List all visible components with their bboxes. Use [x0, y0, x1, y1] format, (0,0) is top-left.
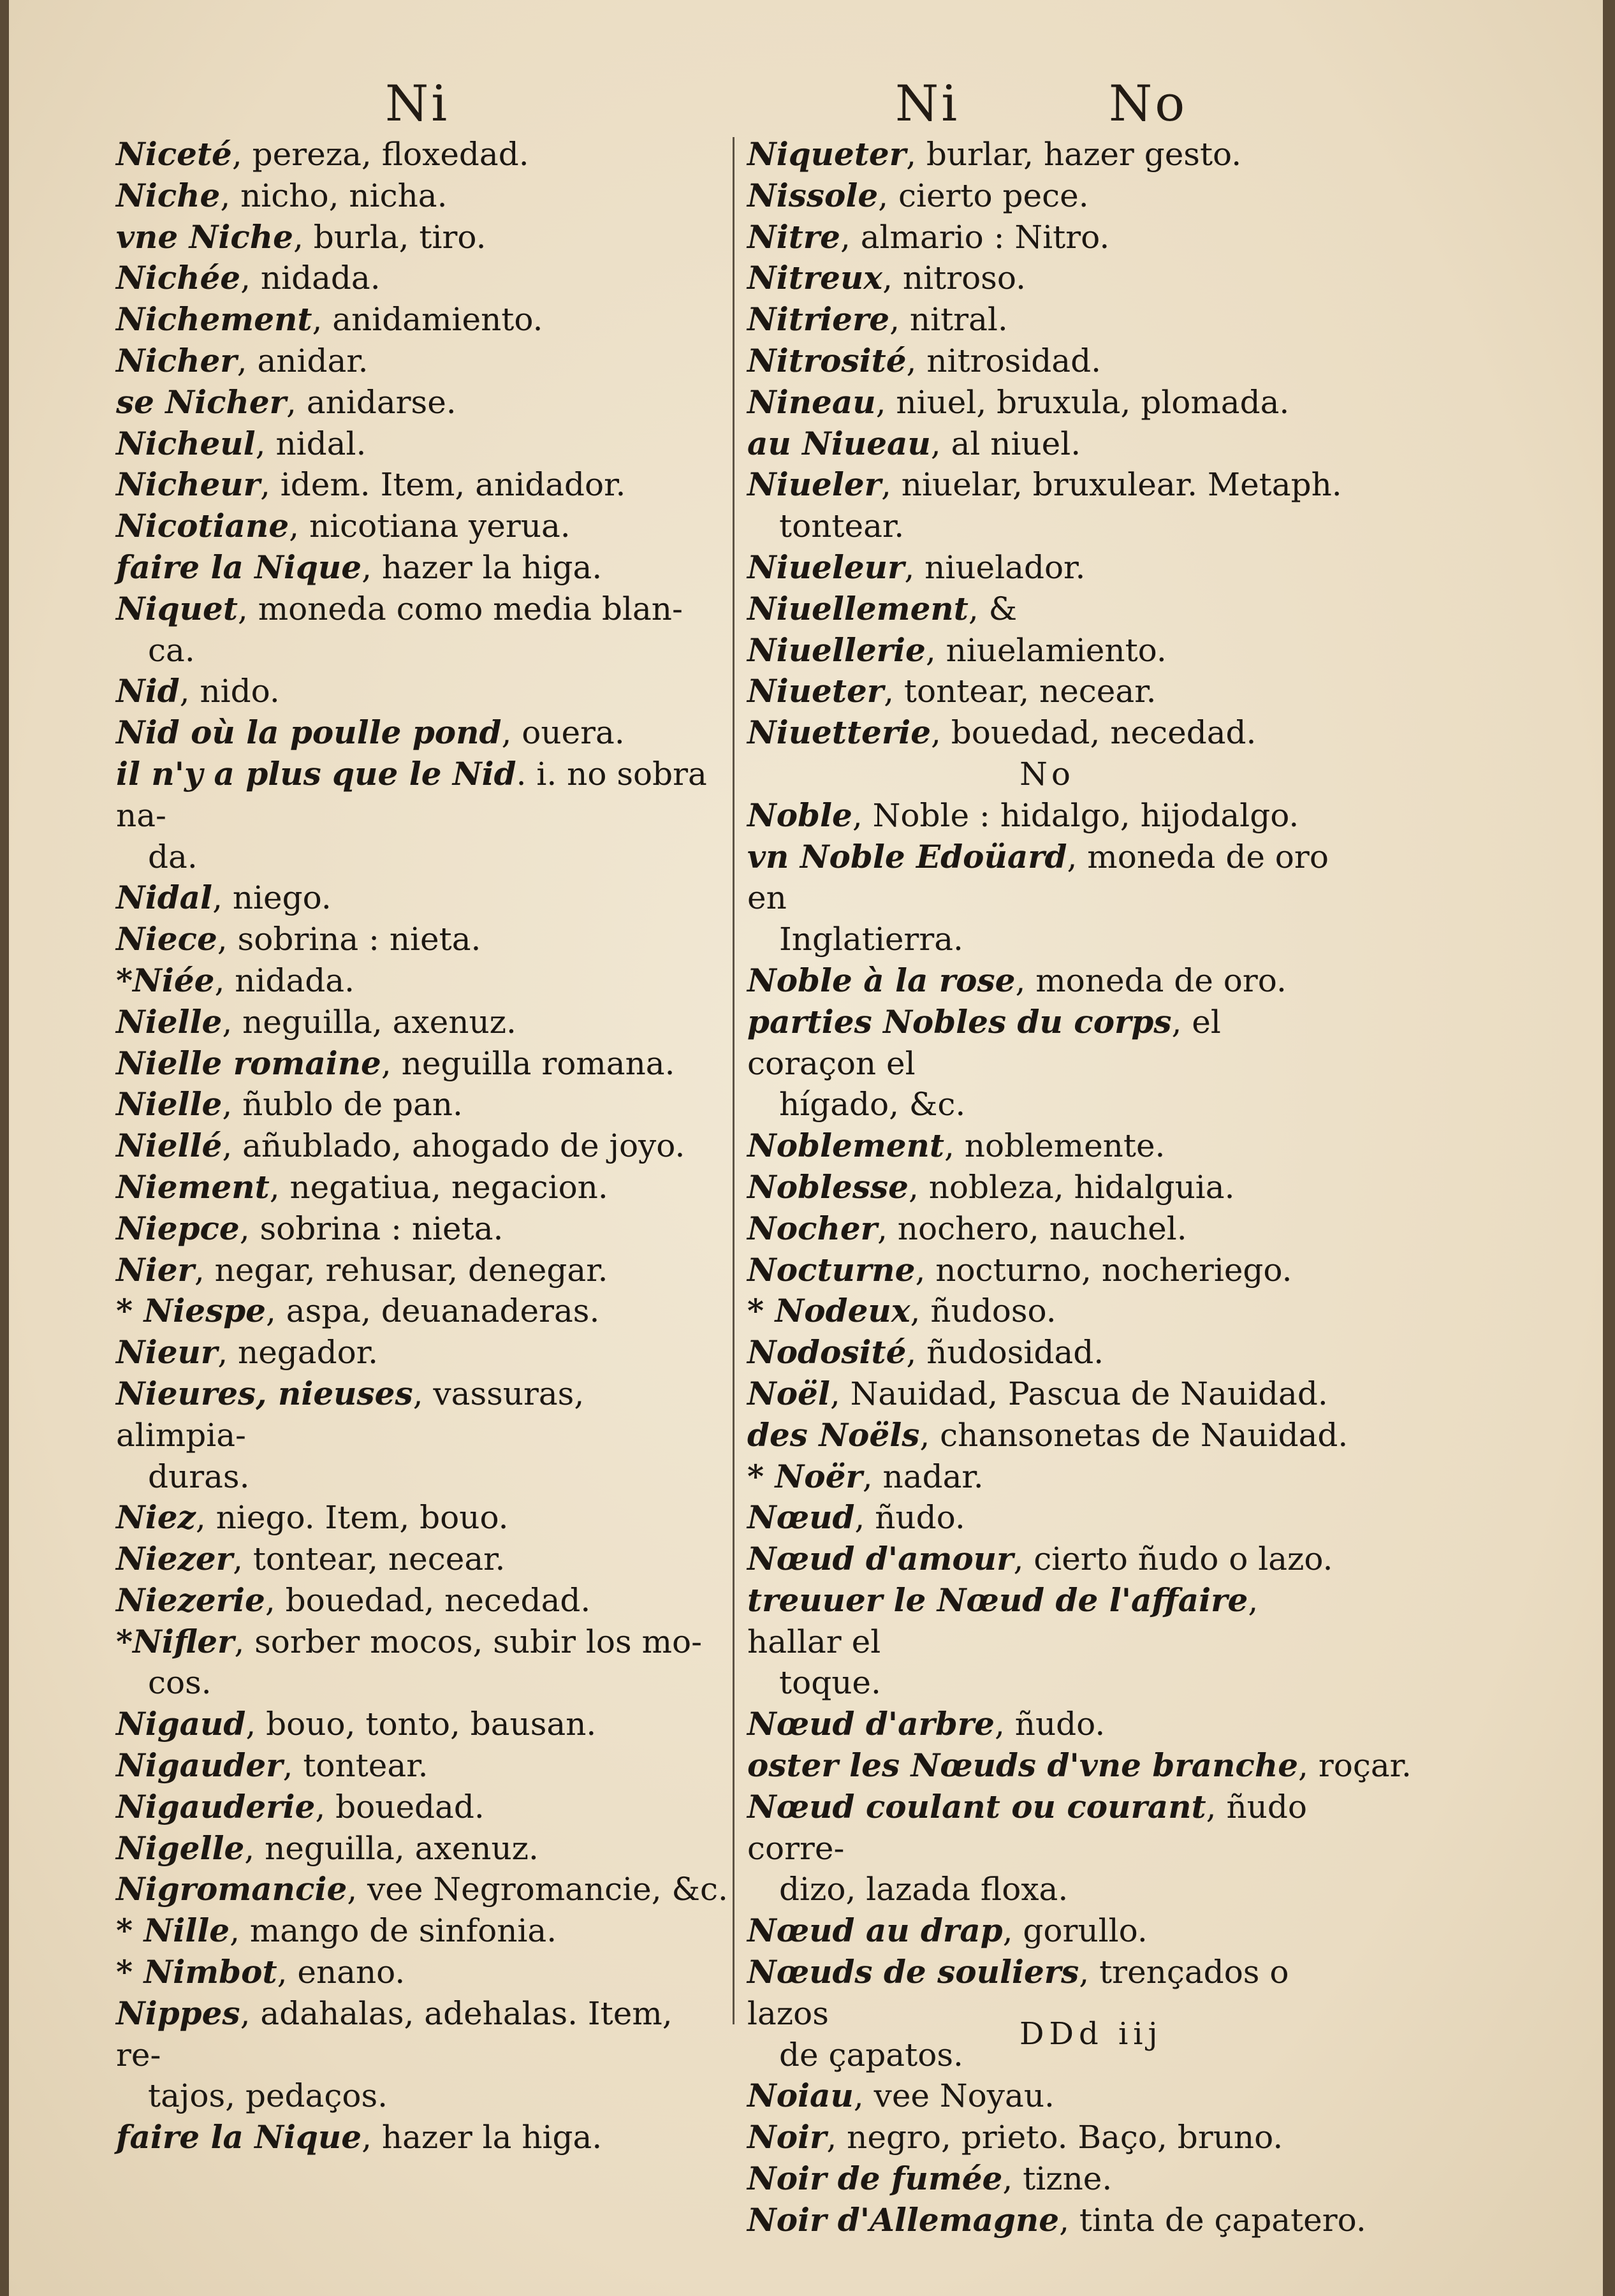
dictionary-entry: [747, 1704, 1347, 1745]
entry-continuation: ca.: [148, 631, 195, 669]
entry-definition: , hazer la higa.: [362, 2119, 603, 2156]
entry-definition: , ñudo.: [994, 1706, 1106, 1743]
dictionary-entry: [116, 547, 722, 589]
entry-definition: , neguilla, axenuz.: [222, 1003, 516, 1041]
entry-definition: , gorullo.: [1002, 1912, 1148, 1950]
entry-definition: , cierto pece.: [878, 177, 1089, 214]
dictionary-entry: [116, 423, 722, 465]
entry-headword: * Niespe: [116, 1292, 266, 1330]
dictionary-entry: [747, 2117, 1347, 2158]
dictionary-entry: [747, 1415, 1347, 1456]
dictionary-entry: [116, 1084, 722, 1125]
entry-headword: Nigaud: [116, 1705, 246, 1743]
entry-headword: il n'y a plus que le Nid: [116, 754, 516, 793]
dictionary-entry: [116, 1208, 722, 1250]
dictionary-entry: [116, 1167, 722, 1208]
dictionary-entry: [747, 1952, 1347, 2075]
entry-definition: , nidada.: [214, 962, 354, 999]
dictionary-entry: [116, 1043, 722, 1085]
entry-headword: Niellé: [116, 1127, 223, 1165]
entry-definition: , nocturno, nocheriego.: [915, 1251, 1292, 1289]
dictionary-entry: [116, 1828, 722, 1869]
dictionary-entry: [747, 671, 1347, 712]
entry-definition: , almario : Nitro.: [840, 218, 1110, 256]
entry-definition: , nitrosidad.: [906, 342, 1101, 379]
right-column: [747, 134, 1412, 2241]
dictionary-entry: [116, 1373, 722, 1497]
entry-definition: , tontear, necear.: [233, 1540, 506, 1578]
entry-definition: , idem. Item, anidador.: [260, 466, 626, 504]
dictionary-entry: [747, 1291, 1347, 1332]
entry-headword: Niezer: [116, 1540, 233, 1578]
entry-headword: Nitreux: [747, 259, 883, 297]
entry-headword: Nocturne: [747, 1250, 916, 1289]
entry-headword: Nicheur: [116, 465, 261, 504]
entry-definition: , al niuel.: [930, 425, 1081, 462]
entry-definition: , hazer la higa.: [362, 548, 603, 586]
entry-headword: Niement: [116, 1167, 270, 1206]
entry-headword: Nitre: [747, 217, 840, 256]
entry-definition: , sorber mocos, subir los mo-: [234, 1623, 702, 1660]
dictionary-entry: [116, 217, 722, 258]
dictionary-entry: [116, 1497, 722, 1539]
dictionary-entry: [116, 1250, 722, 1291]
entry-definition: , cierto ñudo o lazo.: [1013, 1540, 1333, 1578]
dictionary-entry: [747, 258, 1347, 299]
entry-definition: , sobrina : nieta.: [239, 1210, 504, 1247]
entry-definition: , niuelador.: [904, 548, 1086, 586]
entry-definition: , tizne.: [1002, 2160, 1113, 2198]
dictionary-entry: [747, 960, 1347, 1002]
dictionary-entry: [116, 175, 722, 217]
dictionary-entry: [116, 877, 722, 919]
entry-definition: , nidal.: [255, 425, 367, 462]
entry-definition: , chansonetas de Nauidad.: [919, 1416, 1348, 1454]
entry-headword: Nœuds de souliers: [747, 1953, 1079, 1991]
column-divider: [733, 137, 734, 2024]
dictionary-entry: [116, 1787, 722, 1828]
entry-continuation: tajos, pedaços.: [148, 2077, 388, 2115]
dictionary-entry: [747, 1456, 1347, 1498]
entry-definition: , Nauidad, Pascua de Nauidad.: [829, 1375, 1328, 1412]
dictionary-entry: [747, 712, 1347, 754]
dictionary-entry: [116, 1745, 722, 1787]
dictionary-entry: [747, 1497, 1347, 1539]
entry-definition: , adahalas, adehalas. Item, re-: [116, 1994, 673, 2073]
dictionary-entry: [747, 1250, 1347, 1291]
entry-definition: , ñudo corre-: [747, 1788, 1307, 1867]
entry-definition: , neguilla romana.: [381, 1044, 675, 1082]
entry-definition: , ñudoso.: [910, 1292, 1056, 1330]
entry-definition: , anidamiento.: [312, 301, 543, 339]
entry-definition: , nochero, nauchel.: [877, 1210, 1187, 1247]
entry-definition: , negro, prieto. Baço, bruno.: [826, 2119, 1283, 2156]
entry-definition: , vee Noyau.: [853, 2077, 1055, 2115]
entry-definition: , pereza, floxedad.: [231, 136, 529, 173]
entry-definition: , nicotiana yerua.: [289, 508, 571, 545]
entry-definition: , niego.: [212, 879, 332, 917]
dictionary-entry: [116, 1621, 722, 1704]
entry-headword: oster les Nœuds d'vne branche: [747, 1746, 1299, 1785]
entry-headword: Nœud d'arbre: [747, 1705, 995, 1743]
dictionary-entry: [747, 175, 1347, 217]
dictionary-entry: [747, 1208, 1347, 1250]
entry-headword: Niuetterie: [747, 713, 932, 752]
entry-definition: , sobrina : nieta.: [217, 921, 481, 958]
entry-definition: , bouedad, necedad.: [265, 1581, 591, 1619]
dictionary-entry: [747, 1745, 1412, 1787]
dictionary-entry: [747, 1373, 1347, 1415]
entry-headword: Nieures, nieuses: [116, 1374, 413, 1412]
entry-headword: Nicheul: [116, 424, 256, 462]
entry-definition: , burla, tiro.: [293, 218, 486, 256]
entry-definition: , ouera.: [501, 714, 625, 752]
entry-headword: Nicher: [116, 341, 237, 379]
entry-headword: Nissole: [747, 176, 879, 214]
entry-definition: , nitroso.: [882, 260, 1026, 297]
entry-definition: , moneda de oro.: [1015, 962, 1287, 999]
running-head-left: Ni: [385, 75, 450, 133]
left-column: [116, 134, 728, 2158]
entry-headword: Noble à la rose: [747, 961, 1016, 999]
dictionary-entry: [116, 712, 722, 754]
dictionary-entry: [116, 754, 722, 877]
entry-definition: , mango de sinfonia.: [230, 1912, 557, 1950]
entry-definition: , noblemente.: [944, 1127, 1166, 1165]
entry-headword: faire la Nique: [116, 548, 362, 586]
entry-headword: Nielle: [116, 1085, 223, 1123]
running-head-right: No: [1109, 75, 1188, 133]
entry-definition: , bouedad, necedad.: [931, 714, 1257, 752]
entry-continuation: de çapatos.: [779, 2036, 963, 2073]
entry-definition: , moneda como media blan-: [237, 590, 683, 627]
entry-definition: , burlar, hazer gesto.: [906, 136, 1242, 173]
entry-definition: , bouedad.: [315, 1788, 485, 1825]
entry-continuation: Inglatierra.: [779, 921, 963, 958]
entry-headword: Nippes: [116, 1994, 240, 2032]
entry-headword: Noiau: [747, 2077, 854, 2115]
entry-headword: Nœud: [747, 1498, 855, 1537]
entry-headword: faire la Nique: [116, 2118, 362, 2156]
entry-definition: , neguilla, axenuz.: [244, 1829, 539, 1867]
dictionary-entry: [116, 1291, 722, 1332]
dictionary-entry: [747, 134, 1347, 175]
dictionary-entry: [116, 960, 722, 1002]
entry-continuation: dizo, lazada floxa.: [779, 1871, 1069, 1908]
entry-definition: , Noble : hidalgo, hijodalgo.: [852, 796, 1299, 834]
entry-headword: Nichement: [116, 300, 312, 339]
entry-headword: *Nifler: [116, 1622, 235, 1660]
dictionary-entry: [116, 1539, 722, 1580]
entry-headword: au Niueau: [747, 424, 931, 462]
entry-headword: Niuellerie: [747, 631, 926, 669]
dictionary-entry: [116, 1952, 722, 1993]
dictionary-entry: [116, 1704, 722, 1745]
dictionary-entry: [116, 340, 722, 382]
entry-definition: , nadar.: [862, 1458, 984, 1495]
dictionary-entry: [116, 382, 722, 423]
entry-continuation: tontear.: [779, 508, 905, 545]
entry-headword: Noir de fumée: [747, 2160, 1003, 2198]
entry-definition: , anidar.: [237, 342, 369, 379]
entry-definition: , ñudosidad.: [906, 1334, 1104, 1371]
dictionary-entry: [116, 671, 722, 712]
entry-headword: vne Niche: [116, 217, 293, 256]
entry-headword: Nier: [116, 1250, 194, 1289]
entry-definition: , tontear.: [282, 1747, 428, 1785]
entry-definition: , niuelar, bruxulear. Metaph.: [881, 466, 1342, 504]
dictionary-entry: [116, 1332, 722, 1373]
entry-definition: , niego. Item, bouo.: [195, 1499, 509, 1537]
entry-definition: , nitral.: [889, 301, 1008, 339]
dictionary-entry: [747, 2075, 1347, 2117]
dictionary-entry: [747, 1167, 1347, 1208]
entry-headword: Niezerie: [116, 1581, 265, 1619]
dictionary-entry: [747, 547, 1347, 589]
entry-definition: , nobleza, hidalguia.: [908, 1168, 1235, 1206]
entry-headword: Nodosité: [747, 1333, 907, 1371]
dictionary-entry: [747, 1332, 1347, 1373]
entry-headword: Nigauder: [116, 1746, 283, 1785]
entry-definition: , roçar.: [1298, 1747, 1412, 1785]
entry-headword: * Nodeux: [747, 1292, 910, 1330]
entry-definition: . i. no sobra na-: [116, 755, 707, 834]
entry-definition: , aspa, deuanaderas.: [266, 1292, 600, 1330]
entry-headword: Nœud au drap: [747, 1912, 1003, 1950]
dictionary-entry: [747, 217, 1347, 258]
entry-headword: Nocher: [747, 1209, 878, 1247]
dictionary-entry: [116, 1125, 722, 1167]
section-heading: No: [1019, 755, 1074, 793]
entry-headword: Niueleur: [747, 548, 905, 586]
signature-mark: DDd iij: [1019, 2016, 1163, 2052]
entry-definition: , hallar el: [747, 1581, 1259, 1660]
entry-headword: Nidal: [116, 879, 213, 917]
entry-definition: , trençados o lazos: [747, 1954, 1289, 2032]
entry-headword: Niez: [116, 1498, 196, 1537]
entry-headword: Nieur: [116, 1333, 218, 1371]
entry-definition: , tinta de çapatero.: [1059, 2201, 1366, 2239]
dictionary-entry: [747, 589, 1347, 630]
dictionary-entry: [747, 1002, 1347, 1125]
entry-headword: Noir d'Allemagne: [747, 2200, 1060, 2239]
entry-definition: , niuel, bruxula, plomada.: [875, 383, 1290, 421]
dictionary-entry: [747, 1539, 1347, 1580]
dictionary-entry: [747, 1580, 1347, 1704]
dictionary-entry: [747, 299, 1347, 340]
entry-headword: * Nimbot: [116, 1953, 277, 1991]
dictionary-entry: [116, 134, 722, 175]
entry-headword: Nitriere: [747, 300, 890, 339]
running-head-middle: Ni: [895, 75, 960, 133]
dictionary-entry: [116, 1993, 722, 2117]
entry-continuation: toque.: [779, 1664, 881, 1702]
entry-continuation: duras.: [148, 1458, 250, 1495]
entry-definition: , negar, rehusar, denegar.: [194, 1251, 608, 1289]
entry-definition: , ñudo.: [854, 1499, 965, 1537]
entry-continuation: da.: [148, 838, 198, 875]
entry-headword: Noblesse: [747, 1167, 909, 1206]
entry-definition: , negatiua, negacion.: [269, 1168, 608, 1206]
entry-headword: Niuellement: [747, 589, 968, 627]
entry-definition: , nido.: [179, 673, 280, 710]
entry-definition: , tontear, necear.: [884, 673, 1157, 710]
dictionary-entry: [116, 1869, 728, 1910]
dictionary-entry: [747, 382, 1347, 423]
dictionary-entry: [116, 258, 722, 299]
entry-definition: , ñublo de pan.: [222, 1086, 463, 1123]
entry-headword: Nigauderie: [116, 1787, 316, 1825]
dictionary-entry: [116, 2117, 722, 2158]
entry-headword: Niepce: [116, 1209, 240, 1247]
entry-definition: , añublado, ahogado de joyo.: [222, 1127, 685, 1165]
dictionary-entry: [116, 1002, 722, 1043]
dictionary-entry: [116, 299, 722, 340]
entry-headword: Niqueter: [747, 135, 907, 173]
entry-headword: Nichée: [116, 259, 241, 297]
entry-definition: , bouo, tonto, bausan.: [245, 1706, 597, 1743]
entry-headword: Niueler: [747, 465, 882, 504]
entry-headword: Nielle: [116, 1002, 223, 1041]
dictionary-entry: [116, 506, 722, 547]
entry-headword: Nid où la poulle pond: [116, 713, 502, 752]
entry-headword: Noble: [747, 796, 852, 834]
entry-headword: Noir: [747, 2118, 827, 2156]
entry-definition: , vee Negromancie, &c.: [347, 1871, 728, 1908]
entry-headword: Nitrosité: [747, 341, 907, 379]
dictionary-entry: [747, 2200, 1366, 2241]
entry-headword: des Noëls: [747, 1415, 920, 1454]
dictionary-entry: [747, 1910, 1347, 1952]
entry-headword: * Nille: [116, 1912, 230, 1950]
entry-headword: parties Nobles du corps: [747, 1002, 1172, 1041]
entry-definition: , nidada.: [240, 260, 381, 297]
dictionary-entry: [116, 1910, 722, 1952]
entry-headword: Nigelle: [116, 1829, 245, 1867]
entry-continuation: cos.: [148, 1664, 212, 1702]
dictionary-entry: [116, 589, 722, 671]
entry-definition: , niuelamiento.: [925, 631, 1167, 669]
entry-definition: , vassuras, alimpia-: [116, 1375, 585, 1454]
entry-headword: Nicotiane: [116, 507, 289, 545]
entry-headword: Noblement: [747, 1127, 944, 1165]
dictionary-entry: [747, 1787, 1347, 1910]
entry-definition: , el coraçon el: [747, 1003, 1221, 1082]
dictionary-entry: [747, 464, 1347, 547]
entry-definition: , enano.: [277, 1954, 406, 1991]
entry-definition: , &: [968, 590, 1018, 627]
dictionary-entry: [747, 795, 1347, 837]
dictionary-entry: [747, 630, 1347, 671]
entry-headword: Nid: [116, 672, 180, 710]
entry-headword: Noël: [747, 1374, 830, 1412]
entry-headword: *Niée: [116, 961, 215, 999]
entry-headword: Nœud d'amour: [747, 1540, 1014, 1578]
entry-headword: Niquet: [116, 589, 238, 627]
dictionary-entry: [747, 1125, 1347, 1167]
entry-headword: Niceté: [116, 135, 232, 173]
entry-headword: Nigromancie: [116, 1870, 347, 1908]
entry-definition: , anidarse.: [286, 383, 457, 421]
dictionary-entry: [116, 1580, 722, 1621]
entry-headword: treuuer le Nœud de l'affaire: [747, 1581, 1248, 1619]
entry-headword: Niueter: [747, 672, 884, 710]
entry-headword: Niche: [116, 176, 221, 214]
entry-headword: vn Noble Edoüard: [747, 837, 1067, 875]
entry-headword: Nielle romaine: [116, 1044, 381, 1082]
dictionary-entry: [747, 837, 1347, 960]
dictionary-entry: [116, 464, 722, 506]
entry-definition: , negador.: [217, 1334, 379, 1371]
dictionary-entry: [747, 2158, 1347, 2200]
entry-headword: Nineau: [747, 383, 876, 421]
dictionary-page: [9, 0, 1603, 2296]
entry-definition: , nicho, nicha.: [220, 177, 448, 214]
dictionary-entry: [116, 919, 722, 960]
entry-headword: * Noër: [747, 1457, 863, 1495]
entry-headword: Nœud coulant ou courant: [747, 1787, 1206, 1825]
entry-definition: , moneda de oro en: [747, 838, 1329, 917]
dictionary-entry: [747, 423, 1347, 465]
entry-headword: Niece: [116, 920, 217, 958]
dictionary-entry: [747, 340, 1347, 382]
entry-continuation: hígado, &c.: [779, 1086, 966, 1123]
entry-headword: se Nicher: [116, 383, 287, 421]
